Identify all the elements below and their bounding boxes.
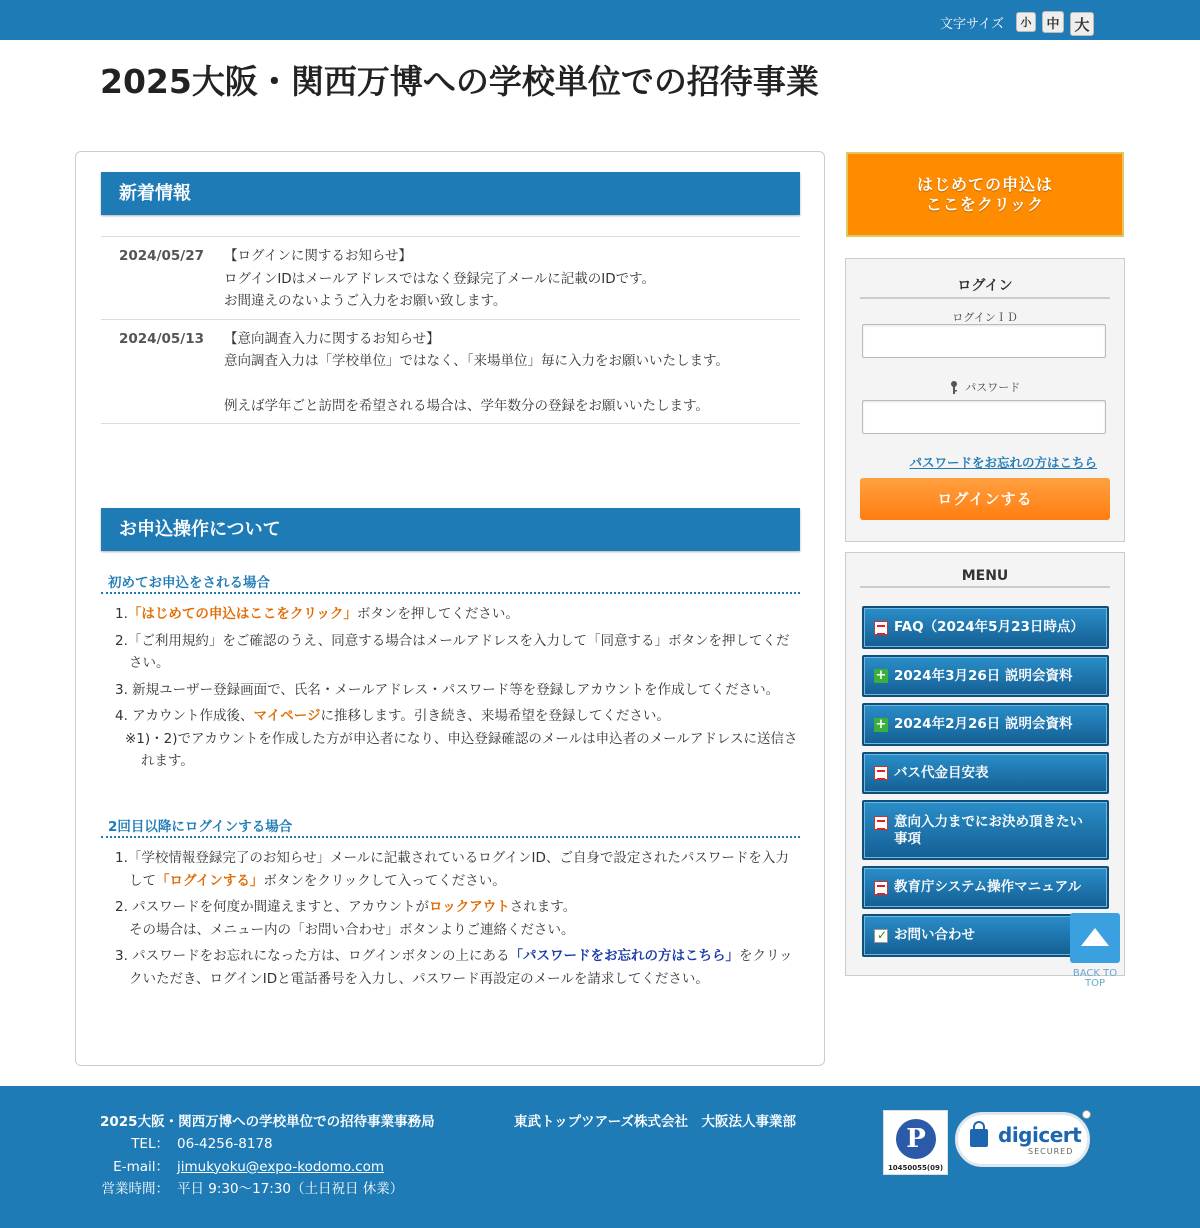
news-item xyxy=(101,237,800,320)
pdf-icon xyxy=(874,881,888,895)
login-reference: 「ログインする」 xyxy=(156,872,264,889)
news-date: 2024/05/27 xyxy=(119,248,205,264)
first-time-steps xyxy=(101,603,800,777)
pdf-icon xyxy=(874,816,888,830)
digicert-seal[interactable] xyxy=(955,1112,1090,1167)
step-note: ※1)・2)でアカウントを作成した方が申込者になり、申込登録確認のメールは申込者のメールアドレスに送信されます。 xyxy=(125,730,798,769)
pdf-icon xyxy=(874,766,888,780)
pdf-icon xyxy=(874,621,888,635)
mypage-reference: マイページ xyxy=(253,708,321,724)
key-icon xyxy=(950,380,958,397)
step-item: 3. パスワードをお忘れになった方は、ログインボタンの上にある「パスワードをお忘れの方はこちら」をクリックいただき、ログインIDと電話番号を入力し、パスワード再設定のメールを請求してください。 xyxy=(115,948,793,987)
news-text: 【意向調査入力に関するお知らせ】 xyxy=(224,330,440,347)
menu-item-briefing-0226[interactable]: + 2024年2月26日 説明会資料 xyxy=(862,703,1109,746)
news-text: ログインIDはメールアドレスではなく登録完了メールに記載のIDです。 xyxy=(224,270,656,287)
footer xyxy=(0,1086,1200,1228)
registered-mark-icon xyxy=(1082,1110,1091,1119)
news-heading: 新着情報 xyxy=(101,172,800,215)
back-to-top-label: BACK TO TOP xyxy=(1072,968,1118,989)
email-label: E-mail： xyxy=(113,1158,169,1175)
first-application-button[interactable] xyxy=(846,152,1124,237)
footer-company-name: 東武トップツアーズ株式会社 大阪法人事業部 xyxy=(514,1114,797,1130)
step-item: 4. アカウント作成後、マイページに推移します。引き続き、来場希望を登録してください。 xyxy=(115,708,670,724)
news-list xyxy=(101,236,800,424)
returning-heading: 2回目以降にログインする場合 xyxy=(101,815,800,838)
privacy-number: 10450055(09) xyxy=(887,1164,944,1172)
forgot-reference: 「パスワードをお忘れの方はこちら」 xyxy=(509,948,739,964)
footer-office-name: 2025大阪・関西万博への学校単位での招待事業事務局 xyxy=(100,1114,435,1130)
login-id-input[interactable] xyxy=(862,324,1106,358)
hours-value: 平日 9:30～17:30（土日祝日 休業） xyxy=(177,1181,404,1197)
news-text: 意向調査入力は「学校単位」ではなく、「来場単位」毎に入力をお願いいたします。 xyxy=(224,353,729,369)
top-bar xyxy=(0,0,1200,40)
login-panel xyxy=(845,258,1125,542)
font-size-large-button[interactable]: 大 xyxy=(1070,12,1094,36)
arrow-up-icon xyxy=(1081,928,1109,946)
news-spacer xyxy=(224,373,800,395)
menu-item-briefing-0326[interactable]: + 2024年3月26日 説明会資料 xyxy=(862,655,1109,697)
footer-tel-row xyxy=(100,1133,403,1156)
digicert-sub: SECURED xyxy=(1028,1147,1074,1156)
news-text: 例えば学年ごと訪問を希望される場合は、学年数分の登録をお願いいたします。 xyxy=(224,397,709,414)
menu-item-bus-fare[interactable]: バス代金目安表 xyxy=(862,752,1109,794)
footer-contact xyxy=(100,1133,403,1201)
step-item: 2.「ご利用規約」をご確認のうえ、同意する場合はメールアドレスを入力して「同意する」ボタンを押してください。 xyxy=(115,632,790,671)
footer-hours-row xyxy=(100,1178,403,1201)
login-id-label: ログインＩＤ xyxy=(952,311,1018,324)
lock-icon xyxy=(970,1129,988,1147)
cta-line: はじめての申込は xyxy=(916,174,1053,194)
footer-email-row xyxy=(100,1156,403,1179)
password-label: パスワード xyxy=(965,381,1021,394)
login-button[interactable]: ログインする xyxy=(860,478,1110,520)
first-time-heading: 初めてお申込をされる場合 xyxy=(101,571,800,594)
login-title: ログイン xyxy=(860,275,1110,299)
font-size-switcher xyxy=(940,8,1094,36)
menu-item-system-manual[interactable]: 教育庁システム操作マニュアル xyxy=(862,866,1109,909)
news-text: お間違えのないようご入力をお願い致します。 xyxy=(224,293,507,309)
tel-value: 06-4256-8178 xyxy=(177,1136,273,1152)
hours-label: 営業時間： xyxy=(101,1181,169,1197)
news-body xyxy=(224,328,800,418)
password-label-wrap xyxy=(860,379,1110,397)
digicert-name: digicert xyxy=(998,1123,1082,1147)
mail-icon xyxy=(874,929,888,943)
news-body xyxy=(224,245,800,313)
lockout-reference: ロックアウト xyxy=(429,899,510,915)
step-item: 2. パスワードを何度か間違えますと、アカウントがロックアウトされます。 その場合は、メニュー内の「お問い合わせ」ボタンよりご連絡ください。 xyxy=(115,899,577,938)
menu-title: MENU xyxy=(860,568,1110,588)
news-text: 【ログインに関するお知らせ】 xyxy=(224,248,412,264)
howto-heading: お申込操作について xyxy=(101,508,800,551)
news-date: 2024/05/13 xyxy=(119,330,205,347)
plus-icon: + xyxy=(875,668,887,683)
plus-icon: + xyxy=(875,716,887,732)
privacy-p-icon: P xyxy=(896,1119,936,1159)
font-size-small-button[interactable]: 小 xyxy=(1016,12,1036,32)
font-size-label: 文字サイズ xyxy=(940,16,1004,32)
back-to-top-button[interactable] xyxy=(1070,913,1120,963)
cta-reference: 「はじめての申込はここをクリック」 xyxy=(127,606,357,622)
main-content xyxy=(75,151,825,1066)
returning-steps xyxy=(101,847,800,994)
tel-label: TEL： xyxy=(131,1136,169,1152)
font-size-medium-button[interactable]: 中 xyxy=(1042,11,1064,33)
email-link[interactable]: jimukyoku@expo-kodomo.com xyxy=(177,1158,384,1175)
forgot-password-link[interactable]: パスワードをお忘れの方はこちら xyxy=(909,455,1097,470)
cta-line: ここをクリック xyxy=(925,194,1045,214)
menu-item-contact[interactable]: ✓ お問い合わせ xyxy=(862,914,1109,957)
page-title: 2025大阪・関西万博への学校単位での招待事業 xyxy=(100,62,819,101)
privacy-mark-logo[interactable] xyxy=(883,1110,948,1175)
step-item: 1.「はじめての申込はここをクリック」ボタンを押してください。 xyxy=(115,606,519,622)
menu-item-decision-items[interactable]: 意向入力までにお決め頂きたい事項 xyxy=(862,800,1109,860)
password-input[interactable] xyxy=(862,400,1106,434)
news-item xyxy=(101,320,800,425)
step-item: 3. 新規ユーザー登録画面で、氏名・メールアドレス・パスワード等を登録しアカウントを作成してください。 xyxy=(115,681,780,698)
step-item: 1.「学校情報登録完了のお知らせ」メールに記載されているログインID、ご自身で設定されたパスワードを入力して「ログインする」ボタンをクリックして入ってください。 xyxy=(115,850,789,889)
menu-item-faq[interactable]: FAQ（2024年5月23日時点） xyxy=(862,606,1109,649)
